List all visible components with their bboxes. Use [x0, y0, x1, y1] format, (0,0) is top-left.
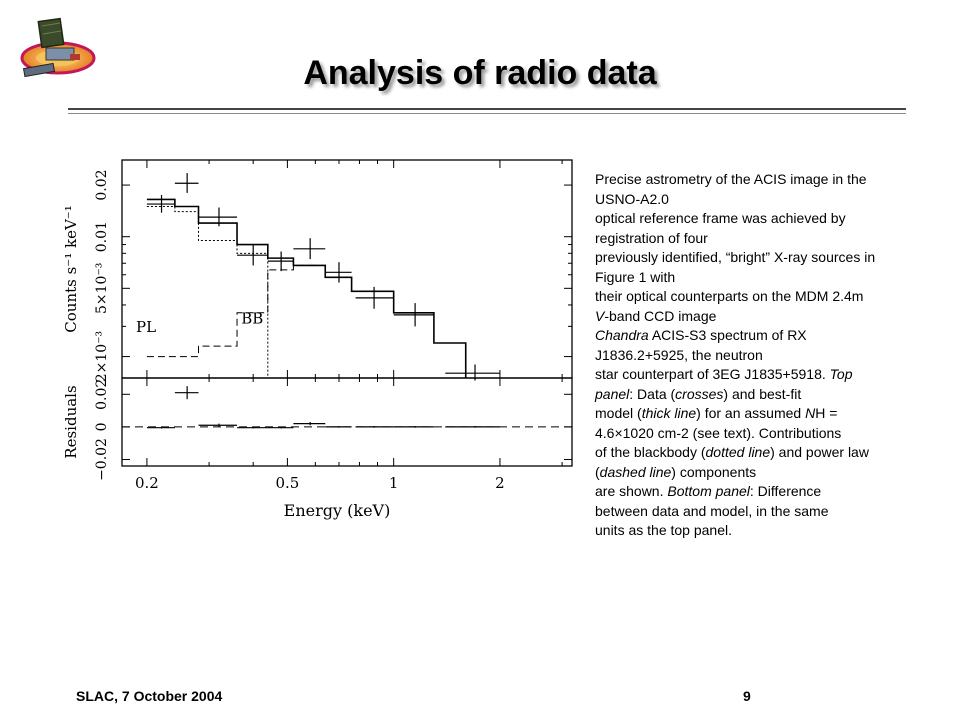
page-number: 9	[743, 688, 751, 704]
caption-emphasis: thick line	[641, 405, 697, 421]
caption-text: optical reference frame was achieved by	[595, 210, 846, 226]
model-blackbody-line	[147, 206, 268, 378]
y-tick-label: 0.01	[94, 221, 110, 253]
y-axis-label: Counts s⁻¹ keV⁻¹	[62, 205, 80, 333]
caption-text: of the blackbody (	[595, 444, 706, 460]
caption-text: : Data (	[629, 385, 676, 402]
caption-text: : Difference	[749, 483, 822, 499]
caption-emphasis: dashed line	[599, 463, 672, 480]
top-panel-frame	[122, 160, 572, 378]
footer-date: SLAC, 7 October 2004	[76, 688, 223, 704]
caption-line	[595, 287, 925, 307]
y-tick-label: 5×10⁻³	[94, 262, 110, 315]
caption-line	[595, 482, 925, 502]
caption-line	[595, 385, 925, 405]
caption-emphasis: Bottom panel	[667, 483, 750, 499]
caption-emphasis: panel	[595, 385, 630, 402]
model-total-line	[147, 199, 466, 378]
caption-text: previously identified, “bright” X-ray sources in	[595, 249, 876, 265]
caption-text: -band CCD image	[604, 307, 717, 324]
caption-line	[595, 521, 925, 541]
caption-line	[595, 268, 925, 288]
caption-line	[595, 326, 925, 346]
residual-y-tick-label: 0	[94, 422, 110, 432]
caption-text: ) and power law	[770, 444, 869, 460]
x-axis-label: Energy (keV)	[283, 501, 391, 520]
powerlaw-label: PL	[136, 318, 157, 337]
bottom-panel-frame	[122, 378, 572, 466]
caption-line	[595, 190, 925, 210]
caption-text: their optical counterparts on the MDM 2.4m	[595, 288, 864, 304]
caption-text: ) and best-fit	[723, 385, 802, 402]
caption-line	[595, 502, 925, 522]
caption-text: ) components	[671, 463, 757, 480]
caption-text: 4.6×1020 cm-2 (see text). Contributions	[595, 424, 842, 441]
caption-line	[595, 463, 925, 483]
residual-y-tick-label: 0.02	[94, 378, 110, 410]
caption-text: H =	[815, 405, 838, 421]
caption-text: ) for an assumed	[696, 405, 806, 421]
y-tick-label: 2×10⁻³	[94, 330, 110, 383]
caption-text: ACIS-S3 spectrum of RX	[648, 327, 807, 343]
caption-text: Precise astrometry of the ACIS image in the	[595, 171, 867, 187]
caption-text: USNO-A2.0	[595, 190, 669, 207]
caption-text: model (	[595, 405, 642, 421]
caption-text: registration of four	[595, 229, 708, 246]
figure-caption	[595, 170, 925, 541]
caption-line	[595, 248, 925, 268]
x-tick-label: 2	[495, 474, 505, 492]
caption-text: units as the top panel.	[595, 522, 732, 538]
x-tick-label: 0.2	[134, 474, 159, 492]
x-tick-label: 1	[388, 474, 399, 492]
x-tick-label: 0.5	[275, 474, 300, 492]
caption-line	[595, 365, 925, 385]
caption-emphasis: N	[805, 405, 816, 421]
caption-line	[595, 443, 925, 463]
caption-text: star counterpart of 3EG J1835+5918.	[595, 366, 830, 382]
y-tick-label: 0.02	[94, 169, 110, 201]
caption-line	[595, 346, 925, 366]
title-divider	[68, 108, 906, 110]
residual-y-tick-label: −0.02	[94, 438, 110, 481]
title-divider-thin	[68, 113, 906, 114]
caption-text: (	[595, 463, 600, 480]
caption-emphasis: crosses	[675, 385, 724, 402]
caption-line	[595, 229, 925, 249]
caption-emphasis: dotted line	[705, 444, 771, 460]
caption-line	[595, 209, 925, 229]
caption-emphasis: V	[595, 307, 605, 324]
caption-emphasis: Chandra	[595, 327, 649, 343]
caption-line	[595, 170, 925, 190]
caption-text: are shown.	[595, 483, 668, 499]
caption-text: Figure 1 with	[595, 268, 676, 285]
spectrum-figure	[60, 150, 580, 530]
caption-line	[595, 307, 925, 327]
slide-title: Analysis of radio data	[303, 54, 657, 92]
caption-line	[595, 404, 925, 424]
caption-emphasis: Top	[829, 366, 853, 382]
caption-text: J1836.2+5925, the neutron	[595, 346, 763, 363]
blackbody-label: BB	[241, 309, 264, 328]
caption-line	[595, 424, 925, 444]
caption-text: between data and model, in the same	[595, 502, 829, 519]
model-powerlaw-line	[147, 265, 394, 356]
residual-axis-label: Residuals	[62, 385, 80, 459]
